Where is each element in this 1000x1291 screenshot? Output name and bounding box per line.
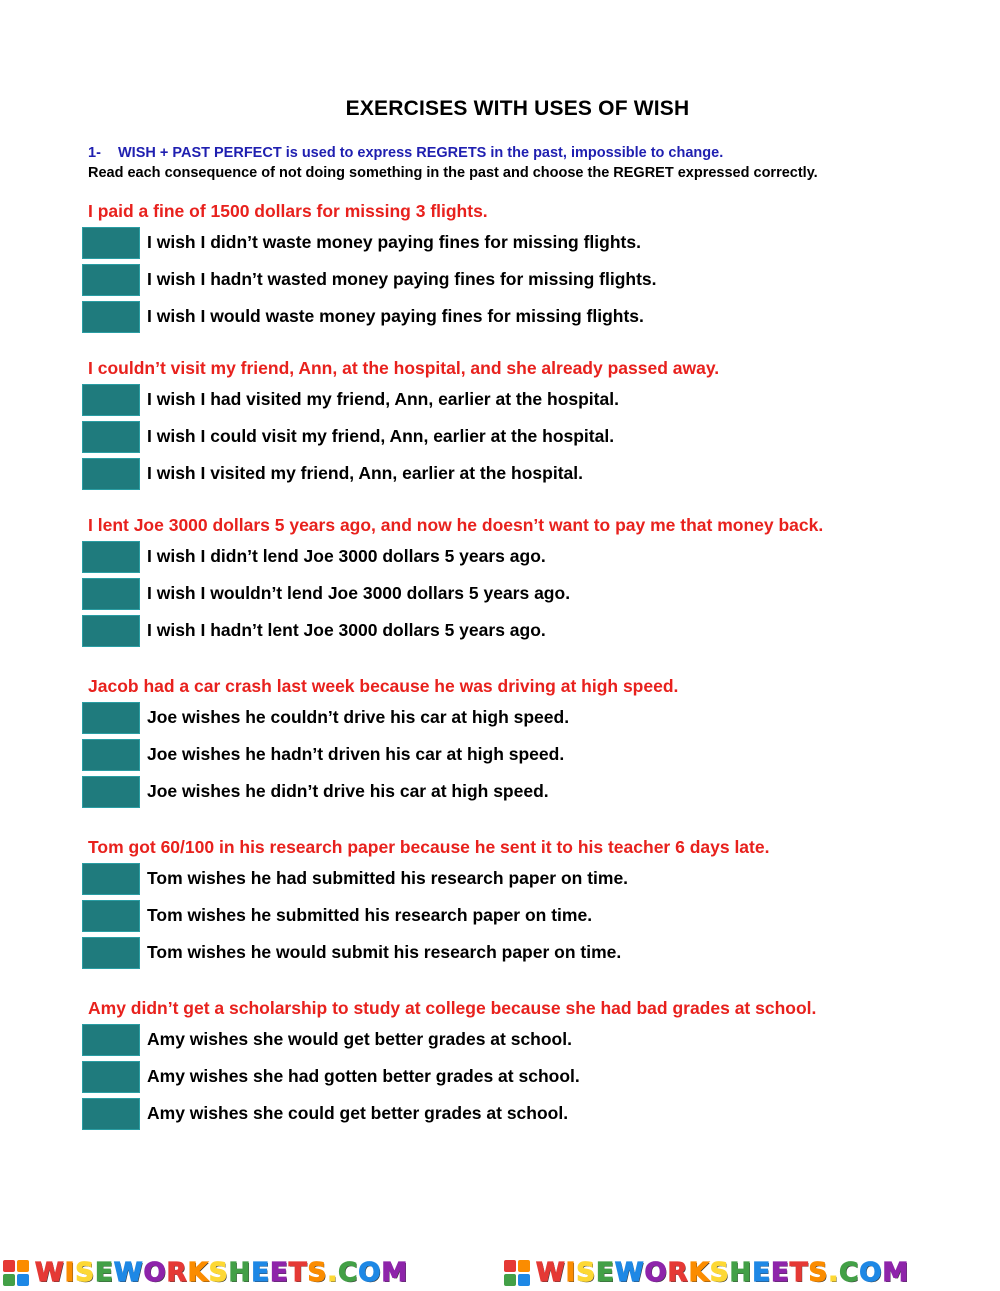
answer-checkbox[interactable] [82, 937, 140, 969]
answer-checkbox[interactable] [82, 900, 140, 932]
option-text: I wish I wouldn’t lend Joe 3000 dollars 5 years ago. [147, 583, 571, 603]
answer-option[interactable] [82, 702, 962, 736]
answer-option[interactable] [82, 739, 962, 773]
answer-option[interactable] [82, 937, 962, 971]
answer-checkbox[interactable] [82, 384, 140, 416]
answer-option[interactable] [82, 1061, 962, 1095]
footer-watermark [0, 1258, 1000, 1288]
option-text: Tom wishes he submitted his research paper on time. [147, 905, 593, 925]
answer-option[interactable] [82, 1024, 962, 1058]
option-text: Tom wishes he would submit his research paper on time. [147, 942, 622, 962]
brand-wordmark: WISEWORKSHEETS.COM [536, 1258, 910, 1288]
rule-text: WISH + PAST PERFECT is used to express REGRETS in the past, impossible to change. [118, 145, 724, 161]
option-text: Tom wishes he had submitted his research paper on time. [147, 868, 629, 888]
answer-checkbox[interactable] [82, 227, 140, 259]
option-text: I wish I could visit my friend, Ann, earlier at the hospital. [147, 426, 615, 446]
option-text: Amy wishes she had gotten better grades at school. [147, 1066, 580, 1086]
option-text: Joe wishes he couldn’t drive his car at high speed. [147, 707, 570, 727]
answer-option[interactable] [82, 264, 962, 298]
answer-checkbox[interactable] [82, 301, 140, 333]
answer-checkbox[interactable] [82, 863, 140, 895]
answer-option[interactable] [82, 776, 962, 810]
exercise-instruction: Read each consequence of not doing something in the past and choose the REGRET expressed correctly. [88, 165, 818, 181]
answer-option[interactable] [82, 615, 962, 649]
answer-checkbox[interactable] [82, 458, 140, 490]
answer-checkbox[interactable] [82, 615, 140, 647]
answer-option[interactable] [82, 384, 962, 418]
answer-option[interactable] [82, 900, 962, 934]
option-text: Joe wishes he hadn’t driven his car at high speed. [147, 744, 565, 764]
answer-checkbox[interactable] [82, 776, 140, 808]
brand-logo-icon [3, 1260, 29, 1286]
option-text: I wish I would waste money paying fines for missing flights. [147, 306, 644, 326]
brand-watermark [3, 1258, 408, 1288]
exercise-rule [88, 145, 723, 161]
option-text: Amy wishes she could get better grades at school. [147, 1103, 569, 1123]
option-text: Amy wishes she would get better grades at school. [147, 1029, 572, 1049]
answer-option[interactable] [82, 863, 962, 897]
answer-checkbox[interactable] [82, 421, 140, 453]
question-prompt: I lent Joe 3000 dollars 5 years ago, and now he doesn’t want to pay me that money back. [88, 515, 824, 535]
answer-checkbox[interactable] [82, 702, 140, 734]
question-prompt: Tom got 60/100 in his research paper because he sent it to his teacher 6 days late. [88, 837, 770, 857]
exercise-number: 1- [88, 145, 101, 161]
answer-checkbox[interactable] [82, 541, 140, 573]
brand-watermark [504, 1258, 909, 1288]
option-text: I wish I didn’t waste money paying fines for missing flights. [147, 232, 641, 252]
brand-logo-icon [504, 1260, 530, 1286]
option-text: Joe wishes he didn’t drive his car at high speed. [147, 781, 549, 801]
question-prompt: Amy didn’t get a scholarship to study at college because she had bad grades at school. [88, 998, 817, 1018]
option-text: I wish I had visited my friend, Ann, earlier at the hospital. [147, 389, 619, 409]
answer-option[interactable] [82, 1098, 962, 1132]
answer-option[interactable] [82, 227, 962, 261]
answer-checkbox[interactable] [82, 1024, 140, 1056]
answer-checkbox[interactable] [82, 1061, 140, 1093]
question-prompt: I paid a fine of 1500 dollars for missing 3 flights. [88, 201, 488, 221]
option-text: I wish I didn’t lend Joe 3000 dollars 5 years ago. [147, 546, 546, 566]
answer-option[interactable] [82, 541, 962, 575]
answer-checkbox[interactable] [82, 739, 140, 771]
question-prompt: Jacob had a car crash last week because he was driving at high speed. [88, 676, 679, 696]
answer-option[interactable] [82, 458, 962, 492]
option-text: I wish I visited my friend, Ann, earlier at the hospital. [147, 463, 583, 483]
answer-option[interactable] [82, 301, 962, 335]
option-text: I wish I hadn’t lent Joe 3000 dollars 5 years ago. [147, 620, 546, 640]
option-text: I wish I hadn’t wasted money paying fines for missing flights. [147, 269, 657, 289]
answer-option[interactable] [82, 421, 962, 455]
brand-wordmark: WISEWORKSHEETS.COM [35, 1258, 409, 1288]
answer-option[interactable] [82, 578, 962, 612]
answer-checkbox[interactable] [82, 1098, 140, 1130]
page-title: EXERCISES WITH USES OF WISH [345, 97, 690, 120]
answer-checkbox[interactable] [82, 264, 140, 296]
question-prompt: I couldn’t visit my friend, Ann, at the hospital, and she already passed away. [88, 358, 720, 378]
answer-checkbox[interactable] [82, 578, 140, 610]
